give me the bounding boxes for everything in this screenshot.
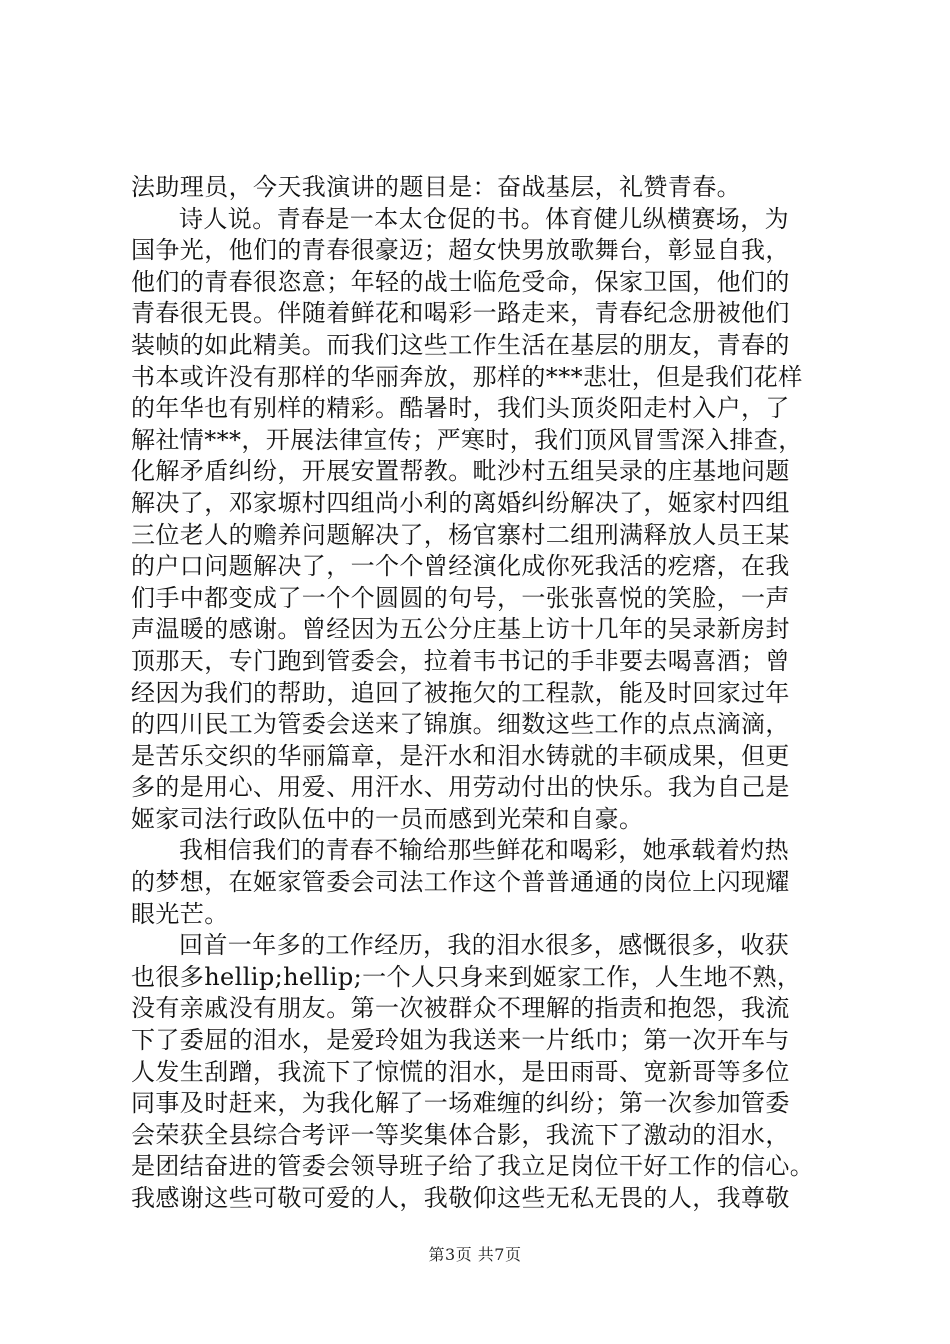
text-line: 我感谢这些可敬可爱的人，我敬仰这些无私无畏的人，我尊敬 [131, 1184, 790, 1212]
text-line: 姬家司法行政队伍中的一员而感到光荣和自豪。 [131, 804, 644, 833]
text-line: 诗人说。青春是一本太仓促的书。体育健儿纵横赛场，为 [179, 204, 789, 233]
text-line: 是团结奋进的管委会领导班子给了我立足岗位干好工作的信心。 [131, 1152, 815, 1181]
text-line: 同事及时赶来，为我化解了一场难缠的纠纷；第一次参加管委 [131, 1089, 790, 1118]
text-line: 会荣获全县综合考评一等奖集体合影，我流下了激动的泪水， [131, 1120, 790, 1149]
text-line: 青春很无畏。伴随着鲜花和喝彩一路走来，青春纪念册被他们 [131, 299, 790, 328]
text-line: 书本或许没有那样的华丽奔放，那样的***悲壮，但是我们花样 [131, 362, 803, 391]
text-line: 下了委屈的泪水，是爱玲姐为我送来一片纸巾；第一次开车与 [131, 1026, 790, 1055]
document-body [131, 172, 831, 1215]
text-line: 是苦乐交织的华丽篇章，是汗水和泪水铸就的丰硕成果，但更 [131, 741, 790, 770]
text-line: 法助理员，今天我演讲的题目是：奋战基层，礼赞青春。 [131, 173, 741, 201]
text-line: 人发生刮蹭，我流下了惊慌的泪水，是田雨哥、宽新哥等多位 [131, 1057, 790, 1086]
text-line: 化解矛盾纠纷，开展安置帮教。毗沙村五组吴录的庄基地问题 [131, 457, 790, 486]
text-line: 三位老人的赡养问题解决了，杨官寨村二组刑满释放人员王某 [131, 520, 790, 549]
text-line: 也很多hellip;hellip;一个人只身来到姬家工作，人生地不熟， [131, 962, 802, 991]
text-line: 眼光芒。 [131, 899, 229, 928]
text-line: 回首一年多的工作经历，我的泪水很多，感慨很多，收获 [179, 931, 789, 960]
text-line: 他们的青春很恣意；年轻的战士临危受命，保家卫国，他们的 [131, 267, 790, 296]
text-line: 声温暖的感谢。曾经因为五公分庄基上访十几年的吴录新房封 [131, 615, 790, 644]
text-line: 我相信我们的青春不输给那些鲜花和喝彩，她承载着灼热 [179, 836, 789, 865]
text-line: 的户口问题解决了，一个个曾经演化成你死我活的疙瘩，在我 [131, 552, 790, 581]
text-line: 的年华也有别样的精彩。酷暑时，我们头顶炎阳走村入户，了 [131, 394, 790, 423]
text-line: 没有亲戚没有朋友。第一次被群众不理解的指责和抱怨，我流 [131, 994, 790, 1023]
text-line: 们手中都变成了一个个圆圆的句号，一张张喜悦的笑脸，一声 [131, 583, 790, 612]
page-number-footer: 第3页 共7页 [428, 1245, 522, 1264]
text-line: 顶那天，专门跑到管委会，拉着韦书记的手非要去喝喜酒；曾 [131, 646, 790, 675]
text-line: 解社情***，开展法律宣传；严寒时，我们顶风冒雪深入排查， [131, 425, 803, 454]
text-line: 的四川民工为管委会送来了锦旗。细数这些工作的点点滴滴， [131, 710, 790, 739]
text-line: 的梦想，在姬家管委会司法工作这个普普通通的岗位上闪现耀 [131, 868, 790, 897]
text-line: 解决了，邓家塬村四组尚小利的离婚纠纷解决了，姬家村四组 [131, 488, 790, 517]
text-line: 经因为我们的帮助，追回了被拖欠的工程款，能及时回家过年 [131, 678, 790, 707]
text-line: 多的是用心、用爱、用汗水、用劳动付出的快乐。我为自己是 [131, 773, 790, 802]
text-line: 国争光，他们的青春很豪迈；超女快男放歌舞台，彰显自我， [131, 236, 790, 265]
text-line: 装帧的如此精美。而我们这些工作生活在基层的朋友，青春的 [131, 330, 790, 359]
